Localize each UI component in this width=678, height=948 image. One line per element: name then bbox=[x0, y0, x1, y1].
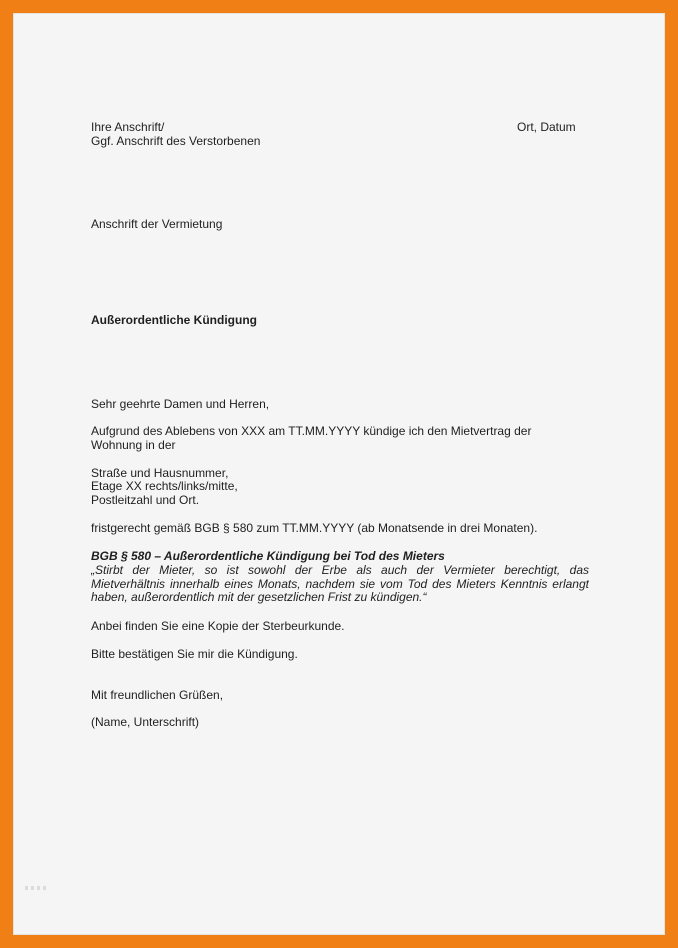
closing-greeting: Mit freundlichen Grüßen, bbox=[91, 688, 224, 702]
law-quote-line-3: haben, außerordentlich mit der gesetzlichen Frist zu kündigen.“ bbox=[91, 591, 427, 604]
law-quote bbox=[91, 564, 589, 605]
address-line-1: Straße und Hausnummer, bbox=[91, 466, 229, 480]
law-quote-line-2: Mietverhältnis innerhalb eines Monats, nachdem sie vom Tod des Mieters Kenntnis erlangt bbox=[91, 577, 589, 591]
notice-period: fristgerecht gemäß BGB § 580 zum TT.MM.YYYY (ab Monatsende in drei Monaten). bbox=[91, 521, 538, 535]
letter-page bbox=[13, 13, 665, 935]
law-heading: BGB § 580 – Außerordentliche Kündigung bei Tod des Mieters bbox=[91, 549, 445, 563]
faint-watermark-mark bbox=[25, 884, 51, 894]
sender-address-line-1: Ihre Anschrift/ bbox=[91, 120, 165, 134]
place-date: Ort, Datum bbox=[517, 120, 576, 134]
address-line-3: Postleitzahl und Ort. bbox=[91, 493, 200, 507]
law-quote-line-1: „Stirbt der Mieter, so ist sowohl der Erbe als auch der Vermieter berechtigt, das bbox=[91, 564, 589, 577]
body-line-2: Wohnung in der bbox=[91, 438, 176, 452]
salutation: Sehr geehrte Damen und Herren, bbox=[91, 397, 270, 411]
letter-subject: Außerordentliche Kündigung bbox=[91, 313, 257, 327]
body-line-1: Aufgrund des Ablebens von XXX am TT.MM.YYYY kündige ich den Mietvertrag der bbox=[91, 424, 532, 438]
recipient-address: Anschrift der Vermietung bbox=[91, 217, 223, 231]
signature-placeholder: (Name, Unterschrift) bbox=[91, 715, 200, 729]
address-line-2: Etage XX rechts/links/mitte, bbox=[91, 479, 238, 493]
confirmation-request: Bitte bestätigen Sie mir die Kündigung. bbox=[91, 647, 298, 661]
enclosure-note: Anbei finden Sie eine Kopie der Sterbeurkunde. bbox=[91, 619, 345, 633]
sender-address-line-2: Ggf. Anschrift des Verstorbenen bbox=[91, 134, 261, 148]
